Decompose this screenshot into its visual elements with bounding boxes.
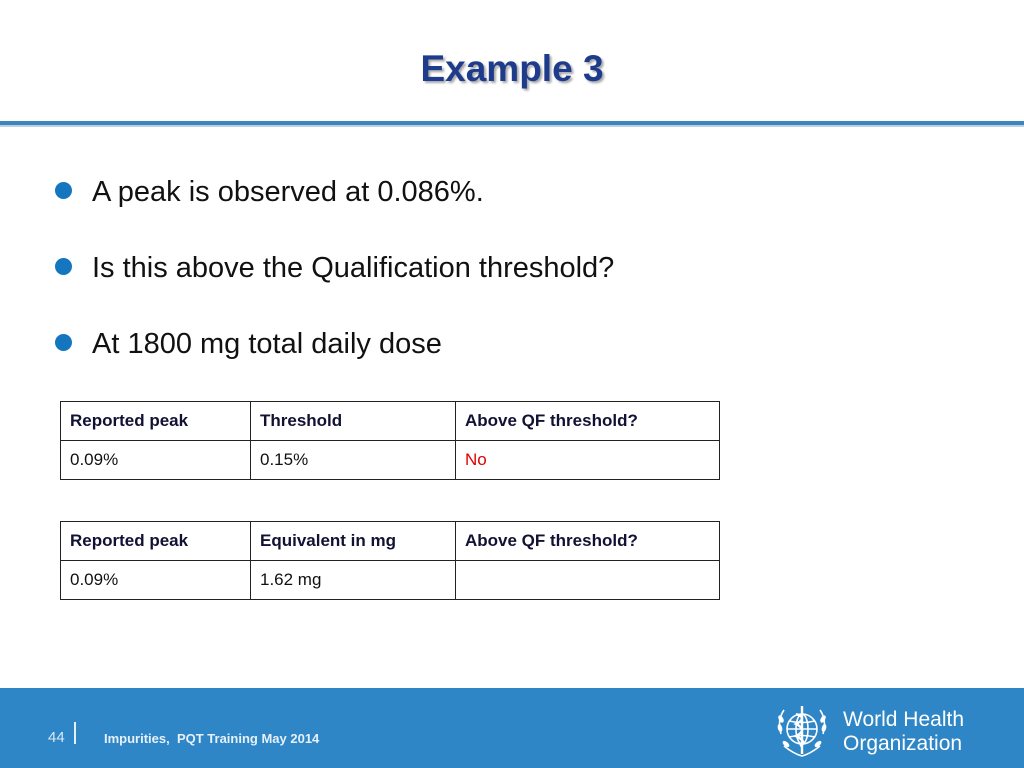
table-header-cell: Threshold [251, 402, 456, 441]
slide-title: Example 3 [420, 48, 604, 89]
page-number-divider [74, 722, 76, 744]
bullet-item [55, 327, 442, 361]
answer-cell: No [456, 441, 720, 480]
table-header-cell: Equivalent in mg [251, 522, 456, 561]
table-row [61, 441, 720, 480]
bullet-text: At 1800 mg total daily dose [92, 328, 442, 360]
bullet-text: Is this above the Qualification threshold? [92, 252, 615, 284]
answer-cell [456, 561, 720, 600]
bullet-text: A peak is observed at 0.086%. [92, 176, 484, 208]
table-header-row [61, 522, 720, 561]
bullet-dot-icon [55, 182, 72, 199]
table-cell: 0.09% [61, 441, 251, 480]
table-cell: 0.15% [251, 441, 456, 480]
bullet-dot-icon [55, 258, 72, 275]
table-header-cell: Reported peak [61, 522, 251, 561]
table-cell: 0.09% [61, 561, 251, 600]
mg-equivalent-table [60, 521, 720, 600]
threshold-table [60, 401, 720, 480]
who-wordmark-line2: Organization [843, 732, 963, 755]
table-header-cell: Reported peak [61, 402, 251, 441]
table-header-cell: Above QF threshold? [456, 522, 720, 561]
who-emblem-icon [770, 700, 834, 764]
bullet-item [55, 175, 484, 209]
table-cell: 1.62 mg [251, 561, 456, 600]
table-row [61, 561, 720, 600]
page-number: 44 [48, 729, 65, 746]
who-wordmark [843, 708, 964, 756]
title-divider-shadow [0, 125, 1024, 127]
footer-caption: Impurities, PQT Training May 2014 [104, 731, 320, 746]
bullet-dot-icon [55, 334, 72, 351]
who-wordmark-line1: World Health [843, 708, 964, 731]
bullet-item [55, 251, 614, 285]
table-header-row [61, 402, 720, 441]
table-header-cell: Above QF threshold? [456, 402, 720, 441]
